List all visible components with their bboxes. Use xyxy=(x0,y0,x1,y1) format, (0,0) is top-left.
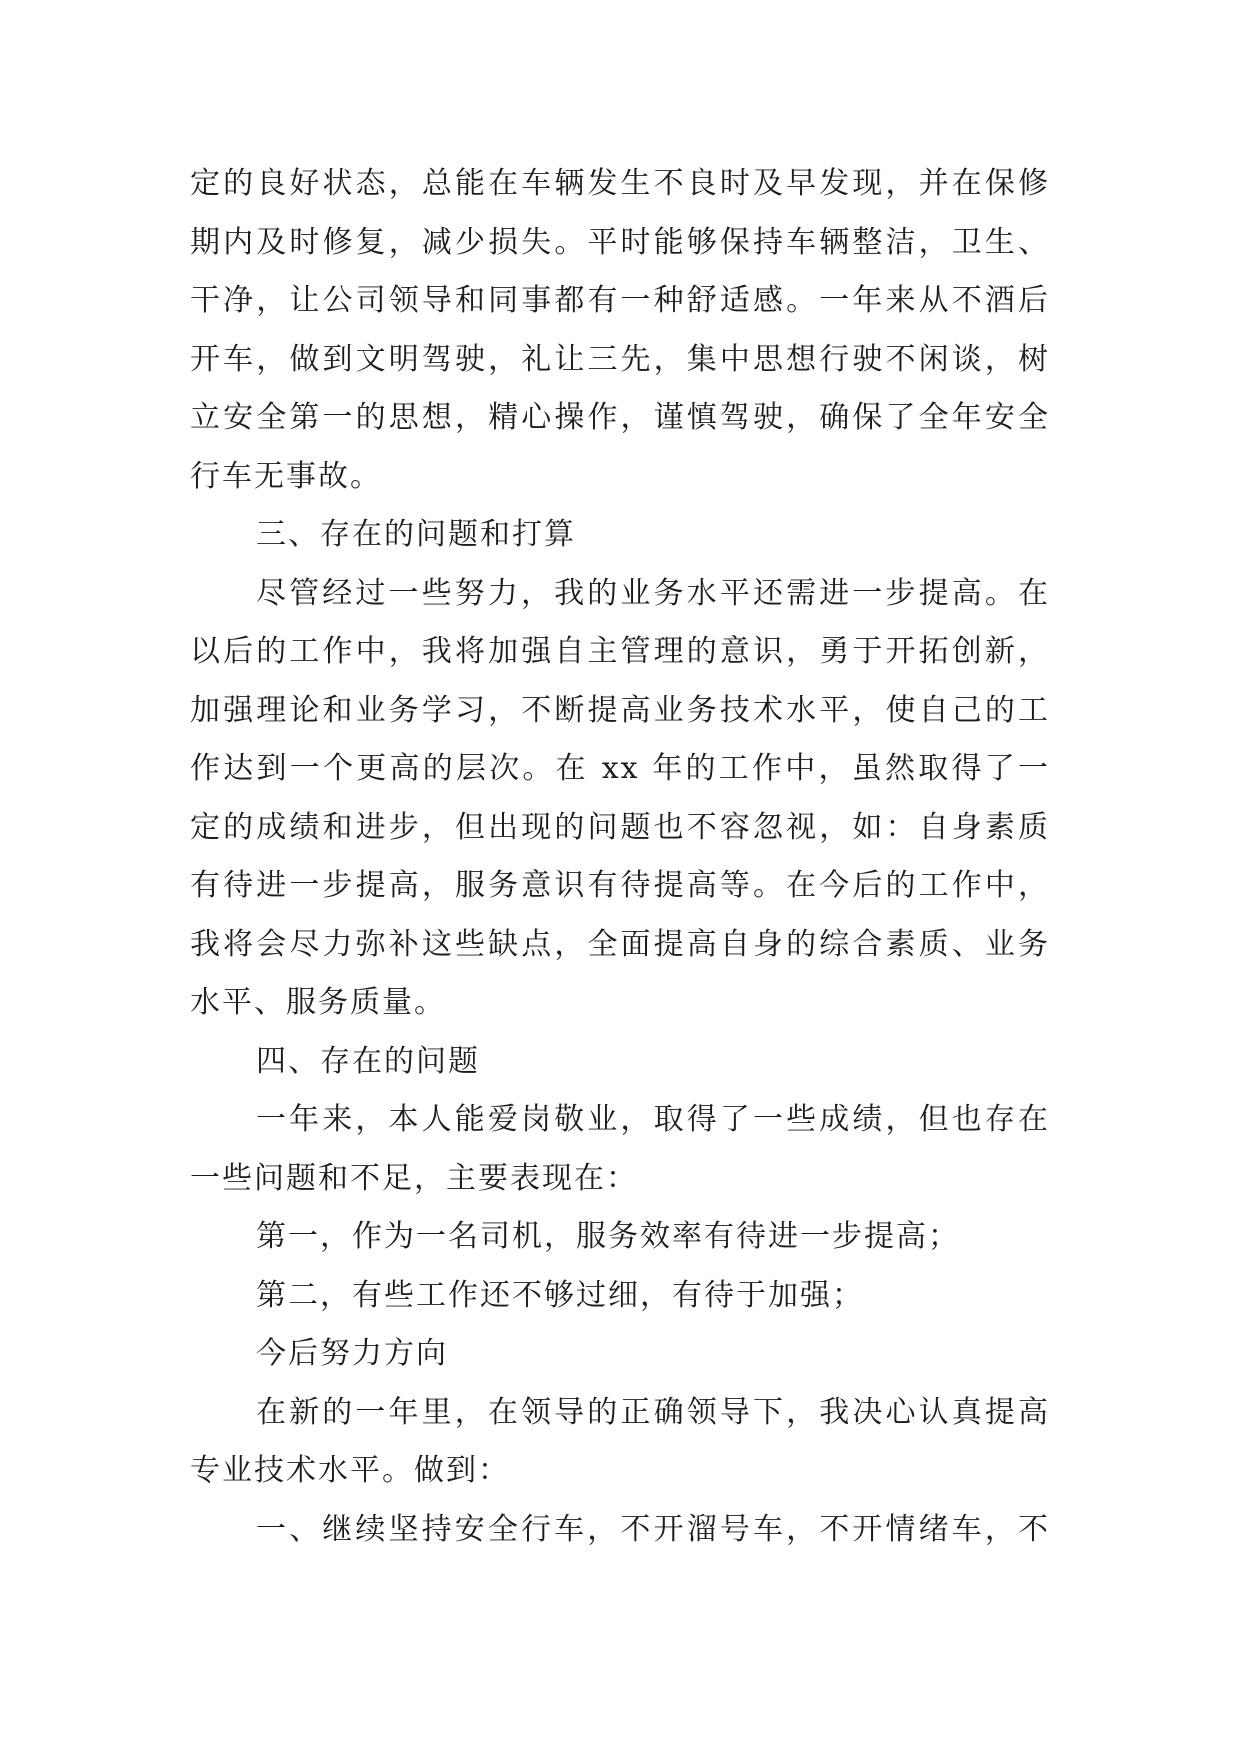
section-heading xyxy=(190,506,1050,565)
text-line: 第一，作为一名司机，服务效率有待进一步提高； xyxy=(256,1219,960,1254)
section-heading-text: 三、存在的问题和打算 xyxy=(256,517,576,552)
text-line: 定的良好状态，总能在车辆发生不良时及早发现，并在保修 xyxy=(190,166,1050,201)
text-line: 第二，有些工作还不够过细，有待于加强； xyxy=(256,1277,864,1313)
text-line: 行车无事故。 xyxy=(190,458,382,494)
text-line: 在新的一年里，在领导的正确领导下，我决心认真提高 xyxy=(256,1394,1050,1430)
text-line: 我将会尽力弥补这些缺点，全面提高自身的综合素质、业务 xyxy=(190,926,1050,962)
text-line: 定的成绩和进步，但出现的问题也不容忽视，如：自身素质 xyxy=(190,809,1050,845)
section-heading xyxy=(190,1325,1050,1384)
paragraph-continues xyxy=(190,1501,1050,1560)
text-line: 作达到一个更高的层次。在 xx 年的工作中，虽然取得了一 xyxy=(190,751,1050,786)
text-line: 期内及时修复，减少损失。平时能够保持车辆整洁，卫生、 xyxy=(190,224,1050,260)
text-line: 加强理论和业务学习，不断提高业务技术水平，使自己的工 xyxy=(190,692,1050,728)
section-heading xyxy=(190,1033,1050,1092)
text-line: 水平、服务质量。 xyxy=(190,985,446,1020)
section-heading-text: 今后努力方向 xyxy=(256,1336,448,1371)
text-line: 干净，让公司领导和同事都有一种舒适感。一年来从不酒后 xyxy=(190,283,1050,318)
section-heading-text: 四、存在的问题 xyxy=(256,1043,480,1079)
paragraph-continued xyxy=(190,155,1050,506)
text-line: 一年来，本人能爱岗敬业，取得了一些成绩，但也存在 xyxy=(256,1102,1050,1137)
text-line: 立安全第一的思想，精心操作，谨慎驾驶，确保了全年安全 xyxy=(190,400,1050,435)
text-line: 一、继续坚持安全行车，不开溜号车，不开情绪车，不 xyxy=(256,1511,1050,1547)
text-line: 专业技术水平。做到： xyxy=(190,1453,510,1488)
list-item xyxy=(190,1208,1050,1267)
text-line: 以后的工作中，我将加强自主管理的意识，勇于开拓创新， xyxy=(190,634,1050,669)
text-line: 一些问题和不足，主要表现在： xyxy=(190,1160,638,1196)
paragraph xyxy=(190,1384,1050,1501)
text-line: 有待进一步提高，服务意识有待提高等。在今后的工作中， xyxy=(190,868,1050,903)
text-line: 开车，做到文明驾驶，礼让三先，集中思想行驶不闲谈，树 xyxy=(190,341,1050,377)
paragraph xyxy=(190,565,1050,1033)
list-item xyxy=(190,1267,1050,1326)
document-body xyxy=(190,155,1050,1559)
paragraph xyxy=(190,1091,1050,1208)
text-line: 尽管经过一些努力，我的业务水平还需进一步提高。在 xyxy=(256,575,1050,611)
